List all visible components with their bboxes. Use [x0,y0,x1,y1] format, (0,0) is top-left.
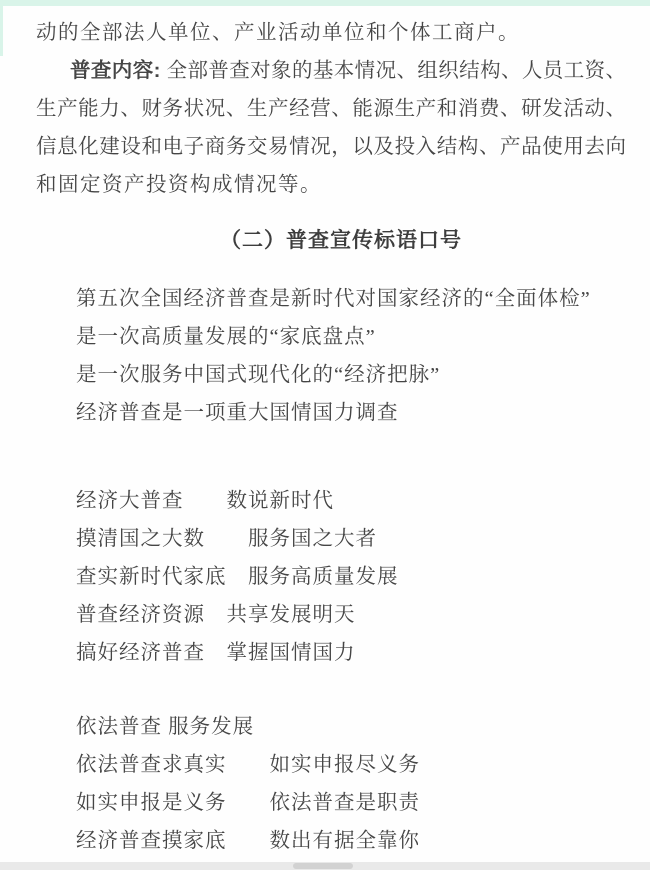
slogan-line: 摸清国之大数 服务国之大者 [76,528,377,550]
paragraph-line: 生产能力、财务状况、生产经营、能源生产和消费、研发活动、 [36,98,626,120]
slogan-line: 第五次全国经济普查是新时代对国家经济的“全面体检” [76,288,591,310]
slogan-line: 如实申报是义务 依法普查是职责 [76,792,420,814]
slogan-line: 依法普查求真实 如实申报尽义务 [76,754,420,776]
intro-paragraph [36,14,626,204]
slogan-line: 经济普查摸家底 数出有据全靠你 [76,830,420,852]
slogan-line: 是一次高质量发展的“家底盘点” [76,326,376,348]
slogan-line: 经济普查是一项重大国情国力调查 [76,402,399,424]
slogan-line: 普查经济资源 共享发展明天 [76,604,356,626]
paragraph-line [36,52,626,90]
section-heading: （二）普查宣传标语口号 [220,229,462,252]
slogan-line: 搞好经济普查 掌握国情国力 [76,642,356,664]
left-accent-bar [0,0,3,56]
slogan-line: 依法普查 服务发展 [76,716,255,738]
horizontal-scrollbar[interactable] [0,862,650,870]
slogan-line: 是一次服务中国式现代化的“经济把脉” [76,364,441,386]
slogan-line: 经济大普查 数说新时代 [76,490,334,512]
slogan-line: 查实新时代家底 服务高质量发展 [76,566,399,588]
paragraph-line: 动的全部法人单位、产业活动单位和个体工商户。 [36,22,520,44]
top-accent-bar [0,0,650,6]
document-page [36,14,626,860]
paragraph-line: 信息化建设和电子商务交易情况，以及投入结构、产品使用去向 [36,136,626,158]
slogan-block-census-significance [36,280,626,432]
emphasis-lead: 普查内容: [70,59,167,82]
paragraph-line: 和固定资产投资构成情况等。 [36,174,322,196]
slogan-block-lawful-census [36,708,626,860]
paragraph-text: 全部普查对象的基本情况、组织结构、人员工资、 [166,60,627,82]
slogan-block-census-pairs [36,482,626,672]
scrollbar-thumb[interactable] [293,863,353,869]
